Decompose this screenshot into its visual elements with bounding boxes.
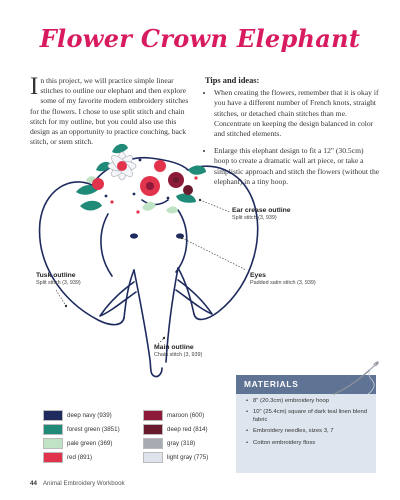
materials-item: • Embroidery needles, sizes 3, 7 — [253, 428, 370, 435]
materials-item: • 8" (20.3cm) embroidery hoop — [253, 398, 370, 405]
swatch-label: deep navy (939) — [67, 412, 112, 419]
flower-crown — [76, 144, 206, 214]
eyes-label — [250, 272, 316, 287]
page-footer — [30, 480, 125, 487]
label-title: Main outline — [154, 344, 194, 351]
tip-item: • Enlarge this elephant design to fit a 12" (30.5cm) hoop to create a dramatic wall art piece, or take a simplistic approach and stitch the flowers (without the elephant) in a tiny hoop. — [214, 146, 380, 187]
drop-cap: I — [30, 73, 39, 100]
swatch-chip — [43, 438, 63, 449]
label-title: Eyes — [250, 272, 266, 279]
materials-item: • Cotton embroidery floss — [253, 440, 370, 447]
swatch-label: gray (318) — [167, 440, 196, 447]
thread-color-key — [43, 410, 223, 463]
swatch-item — [143, 452, 229, 463]
materials-list — [236, 398, 376, 447]
label-sub: Split stitch (3, 939) — [232, 215, 277, 221]
swatch-item — [43, 410, 129, 421]
swatch-chip — [43, 410, 63, 421]
page-number: 44 — [30, 480, 37, 487]
main-outline-label — [154, 344, 202, 359]
label-sub: Padded satin stitch (3, 939) — [250, 280, 316, 286]
swatch-label: maroon (600) — [167, 412, 205, 419]
label-sub: Split stitch (3, 939) — [36, 280, 81, 286]
swatch-item — [143, 438, 229, 449]
needle-icon — [330, 358, 382, 398]
swatch-chip — [43, 452, 63, 463]
label-sub: Chain stitch (3, 939) — [154, 352, 203, 358]
swatch-item — [43, 452, 129, 463]
materials-item: • 10" (25.4cm) square of dark teal linen blend fabric — [253, 409, 370, 424]
tips-heading: Tips and ideas: — [205, 76, 260, 85]
materials-heading: MATERIALS — [236, 375, 376, 394]
label-title: Tusk outline — [36, 272, 76, 279]
swatch-item — [143, 424, 229, 435]
tusk-label — [36, 272, 81, 287]
page-title: Flower Crown Elephant — [39, 24, 361, 53]
swatch-label: deep red (814) — [167, 426, 208, 433]
swatch-label: red (891) — [67, 454, 93, 461]
swatch-item — [143, 410, 229, 421]
book-title: Animal Embroidery Workbook — [42, 480, 125, 487]
swatch-chip — [43, 424, 63, 435]
swatch-chip — [143, 410, 163, 421]
swatch-label: pale green (369) — [67, 440, 113, 447]
swatch-label: light gray (775) — [167, 454, 209, 461]
ear-crease-label — [232, 207, 291, 222]
swatch-item — [43, 424, 129, 435]
intro-text: n this project, we will practice simple linear stitches to outline our elephant and then explore some of my favorite modern embroidery stitches for the flowers. I chose to use split stitch and chain stitch for my outline, but you could also use this design as an opportunity to practice couching, back stitch, or stem stitch. — [30, 76, 189, 147]
swatch-label: forest green (3851) — [67, 426, 120, 433]
swatch-item — [43, 438, 129, 449]
swatch-chip — [143, 452, 163, 463]
swatch-chip — [143, 438, 163, 449]
label-title: Ear crease outline — [232, 207, 291, 214]
tip-item: • When creating the flowers, remember that it is okay if you have a different number of French knots, straight stitches, or detached chain stitches than me. Concentrate on keeping the design balanced in color and stitched elements. — [214, 88, 380, 139]
swatch-chip — [143, 424, 163, 435]
